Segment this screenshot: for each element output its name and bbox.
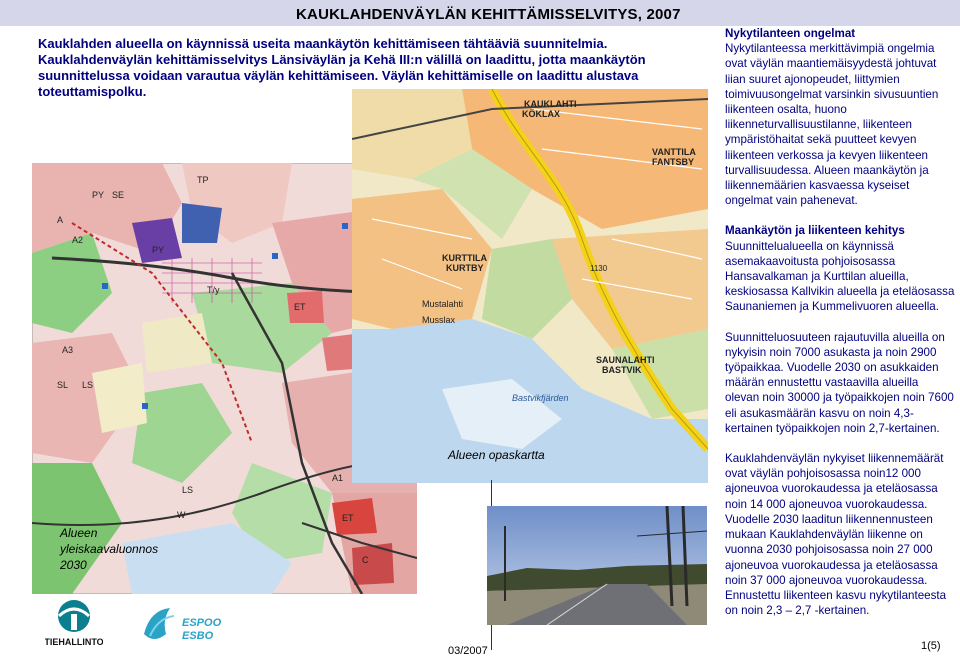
guide-map-graphic: [352, 89, 708, 483]
road-photo-graphic: [487, 506, 707, 625]
intro-line: Kauklahden alueella on käynnissä useita maankäytön kehittämiseen tähtääviä suunnitelmia.: [38, 36, 608, 51]
section-traffic: [725, 451, 955, 618]
map-zone-label: ET: [342, 513, 354, 523]
right-column: [725, 26, 955, 633]
map-label-mustalahti: Mustalahti: [422, 299, 464, 309]
section-development: [725, 223, 955, 314]
header-band: [0, 0, 960, 26]
section-text: Suunnitteluosuuteen rajautuvilla alueilla on nykyisin noin 7000 asukasta ja noin 2900 työpaikkaa. Vuodelle 2030 on asukkaiden määrän ennustettu vastaavilla alueilla olevan noin 30000 ja työpaikkojen noin 7600 eli asukasmäärän kasvu on noin 4,3-kertainen työpaikkojen noin 2,7-kertainen.: [725, 330, 954, 435]
master-plan-caption-text: Alueen yleiskaavaluonnos 2030: [60, 526, 159, 572]
guide-map-caption: Alueen opaskartta: [448, 448, 545, 462]
esbo-logo-text: ESBO: [182, 630, 214, 642]
section-problems: [725, 26, 955, 208]
map-label-bastvikfjarden: Bastvikfjärden: [512, 393, 569, 403]
road-photo: [487, 506, 707, 625]
map-road-number: 1130: [590, 264, 608, 273]
tiehallinto-logo-mark: [45, 598, 103, 648]
footer-date: 03/2007: [448, 645, 488, 657]
map-label-kauklahti: KAUKLAHTI: [524, 99, 577, 109]
section-heading: Nykytilanteen ongelmat: [725, 27, 856, 40]
section-text: Kauklahdenväylän nykyiset liikennemäärät ovat väylän pohjoisosassa noin12 000 ajoneuvoa vuorokaudessa ja eteläosassa noin 14 000 ajoneuvoa vuorokaudessa. Vuodelle 2030 laaditun liikennennusteen mukaan Kauklahdenväylän liikenne on vuonna 2030 pohjoisosassa noin 27 000 ajoneuvoa vuorokaudessa ja eteläosassa noin 37 000 ajoneuvoa vuorokaudessa. Ennustettu liikenteen kasvu nykytilanteesta on noin 2,3 – 2,7 -kertainen.: [725, 452, 947, 618]
section-population: [725, 330, 955, 436]
map-zone-label: T/y: [207, 285, 220, 295]
tiehallinto-logo-text: TIEHALLINTO: [45, 637, 103, 647]
map-label-koklax: KÖKLAX: [522, 109, 560, 119]
map-zone-label: A3: [62, 345, 74, 355]
page-title: KAUKLAHDENVÄYLÄN KEHITTÄMISSELVITYS, 2007: [296, 6, 681, 23]
tiehallinto-logo: [45, 598, 103, 648]
master-plan-caption: [60, 525, 170, 573]
map-label-kurttila: KURTTILA: [442, 253, 487, 263]
guide-map: [352, 89, 708, 483]
section-text: Suunnittelualueella on käynnissä asemakaavoitusta pohjoisosassa Hansavalkaman ja Kurttilan alueilla, keskiosassa Kallvikin alueella ja eteläosassa Saunaniemen ja Kummelivuoren alueella.: [725, 239, 955, 314]
map-zone-label: LS: [182, 485, 194, 495]
section-heading: Maankäytön ja liikenteen kehitys: [725, 224, 905, 238]
map-zone-label: SE: [112, 190, 125, 200]
map-label-musslax: Musslax: [422, 315, 456, 325]
map-zone-label: SL: [57, 380, 69, 390]
section-text: Nykytilanteessa merkittävimpiä ongelmia ovat väylän maantiemäisyydestä johtuvat liian suuret ajonopeudet, liittymien toimivuusongelmat varsinkin sivusuuntien liikenteen osalta, huono liikenneturvallisuustilanne, liikenteen ympäristöhaitat sekä puutteet kevyen liikenteen verkossa ja kevyen liikenteen turvallisuudessa. Alueen maankäytön ja liikennemäärien kasvaessa kyseiset ongelmat vain pahenevat.: [725, 42, 939, 208]
map-zone-label: A1: [332, 473, 344, 483]
map-label-fantsby: FANTSBY: [652, 157, 695, 167]
espoo-logo-text: ESPOO: [182, 617, 222, 629]
espoo-logo-mark: [140, 604, 230, 648]
map-zone-label: C: [362, 555, 369, 565]
map-zone-label: W: [177, 510, 186, 520]
page-number: 1(5): [921, 640, 941, 652]
map-zone-label: PY: [92, 190, 105, 200]
map-label-kurtby: KURTBY: [446, 263, 484, 273]
map-label-saunalahti: SAUNALAHTI: [596, 355, 655, 365]
map-zone-label: A2: [72, 235, 84, 245]
espoo-logo: [140, 604, 230, 648]
map-zone-label: A: [57, 215, 64, 225]
map-zone-label: LS: [82, 380, 94, 390]
map-zone-label: ET: [294, 302, 306, 312]
map-label-bastvik: BASTVIK: [602, 365, 642, 375]
intro-line: suunnittelussa voidaan varautua väylän kehittämiseen. Väylän kehittämiselle on laadittu alustava: [38, 68, 639, 83]
map-zone-label: PY: [152, 245, 165, 255]
intro-line: Kauklahdenväylän kehittämisselvitys Länsiväylän ja Kehä III:n välillä on laadittu, jotta maankäytön: [38, 52, 646, 67]
intro-line: toteuttamispolku.: [38, 84, 147, 99]
map-zone-label: TP: [197, 175, 209, 185]
map-label-vanttila: VANTTILA: [652, 147, 696, 157]
